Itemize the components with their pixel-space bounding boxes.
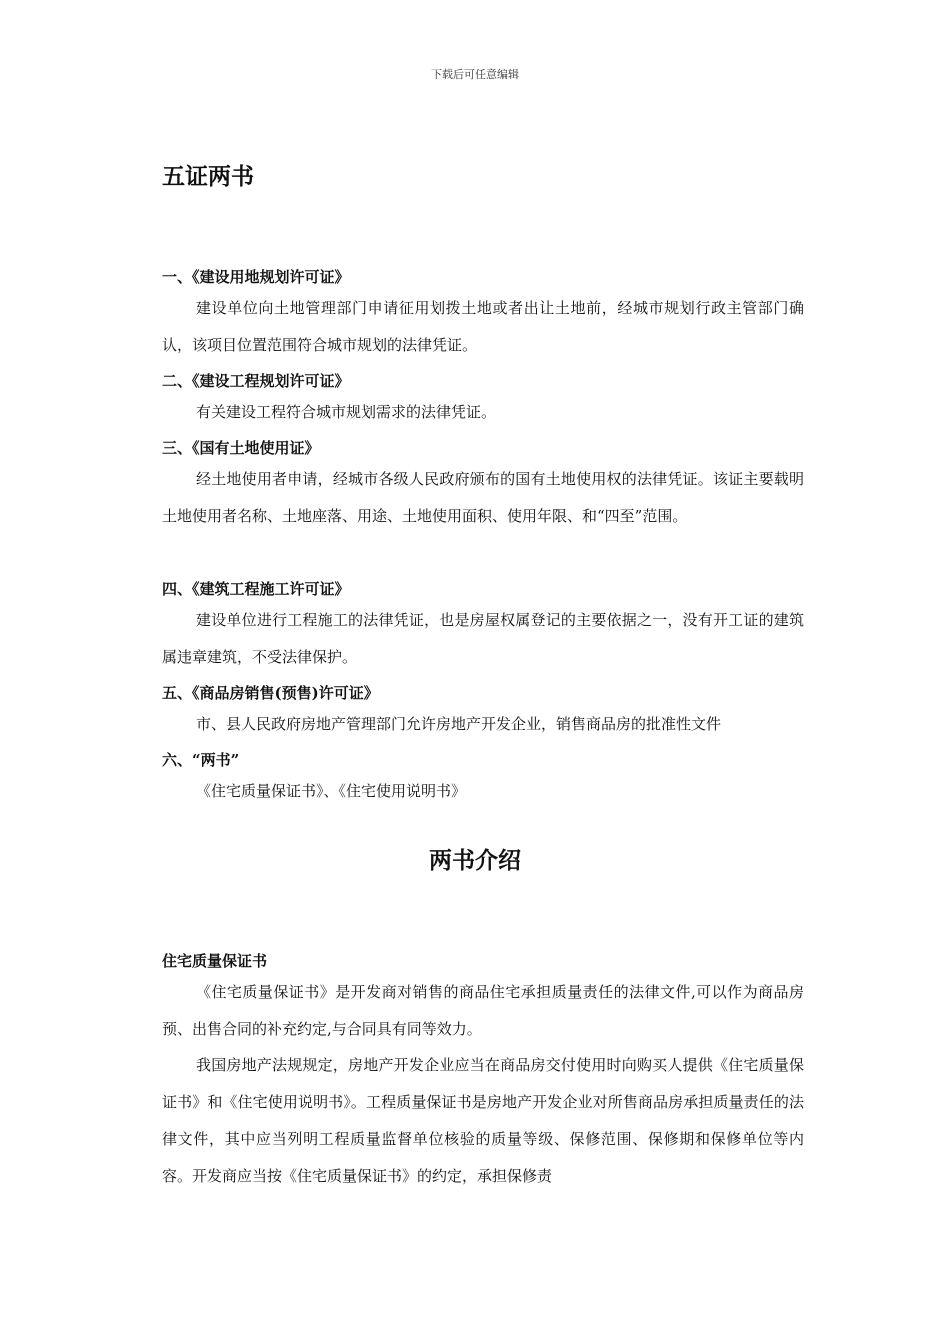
section-body: 有关建设工程符合城市规划需求的法律凭证。: [196, 403, 497, 421]
section-heading: 五、《商品房销售(预售)许可证》: [162, 684, 379, 702]
section-heading: 四、《建筑工程施工许可证》: [162, 580, 350, 598]
intro-subheading: 住宅质量保证书: [162, 952, 268, 970]
section-body: 市、县人民政府房地产管理部门允许房地产开发企业，销售商品房的批准性文件: [196, 715, 722, 733]
intro-paragraph: 我国房地产法规规定，房地产开发企业应当在商品房交付使用时向购买人提供《住宅质量保证书》和《住宅使用说明书》。工程质量保证书是房地产开发企业对所售商品房承担质量责任的法律文件，其中应当列明工程质量监督单位核验的质量等级、保修范围、保修期和保修单位等内容。开发商应当按《住宅质量保证书》的约定，承担保修责: [162, 1056, 804, 1185]
intro-title: 两书介绍: [429, 847, 521, 874]
section-body: 建设单位进行工程施工的法律凭证，也是房屋权属登记的主要依据之一，没有开工证的建筑属违章建筑，不受法律保护。: [162, 611, 804, 666]
section-heading: 一、《建设用地规划许可证》: [162, 268, 350, 286]
section-body: 《住宅质量保证书》、《住宅使用说明书》: [196, 782, 467, 800]
section-heading: 二、《建设工程规划许可证》: [162, 372, 350, 390]
intro-paragraph: 《住宅质量保证书》是开发商对销售的商品住宅承担质量责任的法律文件,可以作为商品房预、出售合同的补充约定,与合同具有同等效力。: [162, 983, 804, 1038]
section-heading: 三、《国有土地使用证》: [162, 439, 320, 457]
section-heading: 六、“两书”: [162, 751, 240, 769]
section-body: 经土地使用者申请，经城市各级人民政府颁布的国有土地使用权的法律凭证。该证主要载明土地使用者名称、土地座落、用途、土地使用面积、使用年限、和“四至”范围。: [162, 470, 804, 525]
document-title: 五证两书: [162, 163, 254, 190]
section-body: 建设单位向土地管理部门申请征用划拨土地或者出让土地前，经城市规划行政主管部门确认，该项目位置范围符合城市规划的法律凭证。: [162, 299, 804, 354]
header-note: 下载后可任意编辑: [431, 68, 519, 81]
